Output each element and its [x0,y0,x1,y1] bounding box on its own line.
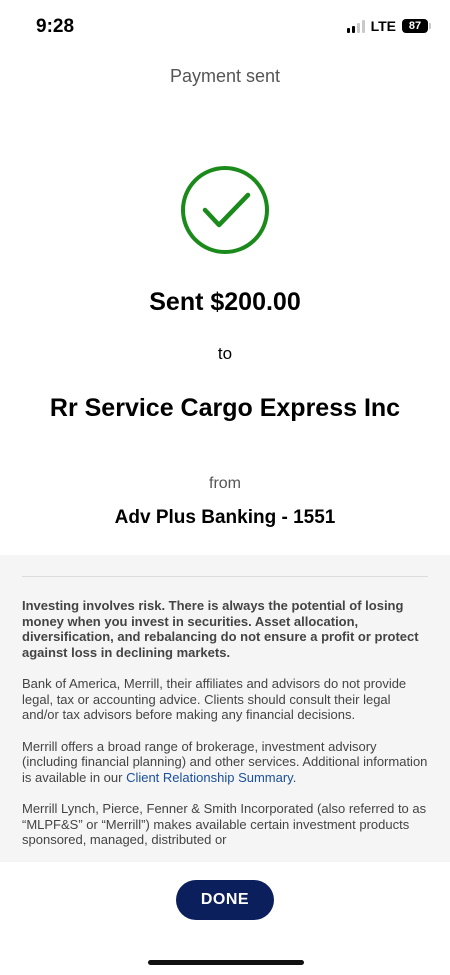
from-account: Adv Plus Banking - 1551 [114,507,336,528]
disclosure-services [22,739,430,786]
status-bar [0,0,450,54]
disclosure-advice: Bank of America, Merrill, their affiliates and advisors do not provide legal, tax or accounting advice. Clients should consult their legal and/or tax advisors before making any financial decisions. [22,676,407,722]
to-label: to [217,344,233,363]
disclosure-scroll-area[interactable] [0,555,450,862]
checkmark-circle-icon [180,165,270,255]
disclosure-risk: Investing involves risk. There is always the potential of losing money when you invest in securities. Asset allocation, diversification, and rebalancing do not ensure a profit or protect against loss in declining markets. [22,598,419,660]
page-title: Payment sent [169,66,281,86]
footer [0,862,450,975]
done-button[interactable]: DONE [176,880,274,920]
client-relationship-summary-link[interactable]: Client Relationship Summary [126,769,293,785]
status-time: 9:28 [36,16,75,37]
status-indicators [347,18,428,34]
sent-amount: Sent $200.00 [149,288,301,316]
recipient-name: Rr Service Cargo Express Inc [49,394,401,422]
disclosure-mlpfs: Merrill Lynch, Pierce, Fenner & Smith Incorporated (also referred to as “MLPF&S” or “Merrill”) makes available certain investment products sponsored, managed, distributed or [22,801,427,847]
divider [22,576,428,577]
from-label: from [209,475,241,492]
disclosure-services-end: . [292,769,297,785]
battery-icon: 87 [402,19,428,33]
network-label: LTE [370,18,396,34]
home-indicator[interactable] [148,960,304,965]
disclosure-services-text: Merrill offers a broad range of brokerage, investment advisory (including financial planning) and other services. Additional information is available in our [22,738,428,785]
signal-icon [347,20,365,33]
disclosure-text [22,598,430,862]
